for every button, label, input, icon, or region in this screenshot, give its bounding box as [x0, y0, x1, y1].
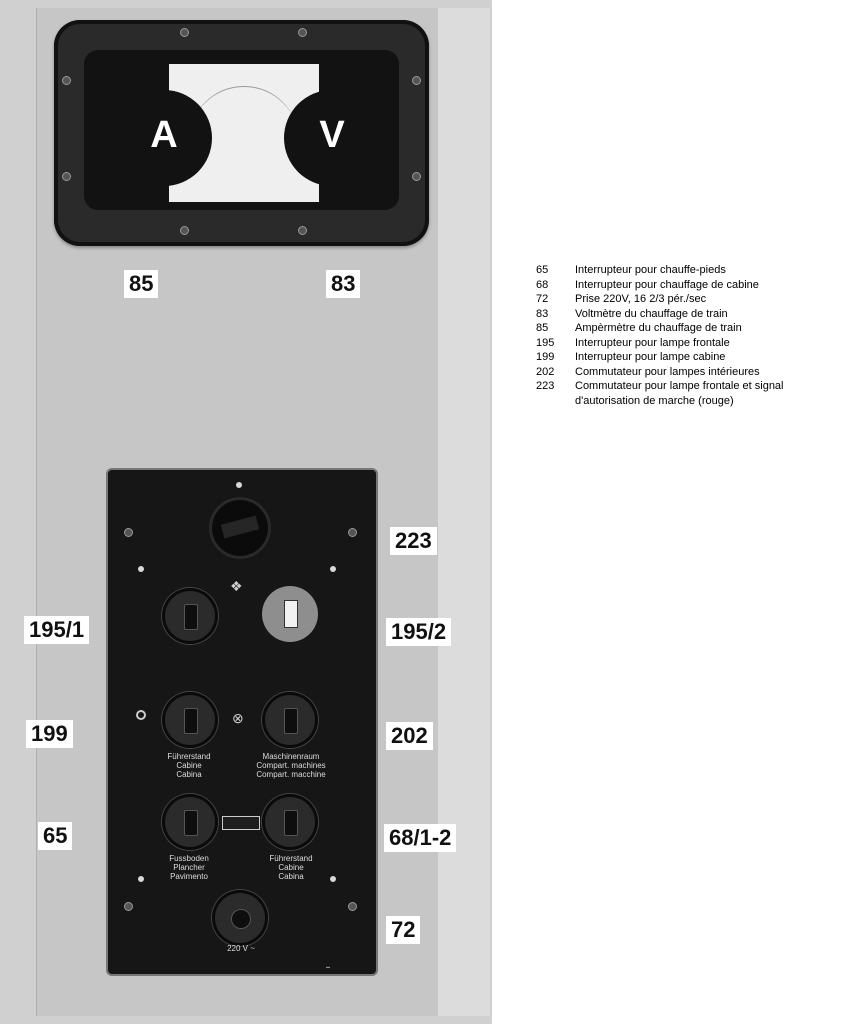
switch-slot: [184, 708, 198, 734]
lamp-symbol-icon: ⊗: [232, 710, 244, 726]
socket-72[interactable]: [212, 890, 268, 946]
legend-number: 223: [536, 380, 555, 392]
switch-199[interactable]: [162, 692, 218, 748]
mount-dot: [138, 566, 144, 572]
label-fuhrerstand-top: Führerstand Cabine Cabina: [167, 752, 211, 779]
label-maschinenraum: Maschinenraum Compart. machines Compart. macchine: [256, 752, 326, 779]
callout-202: 202: [386, 722, 433, 750]
fuse-holder: [222, 816, 260, 830]
legend-number: 68: [536, 278, 549, 291]
legend-description: Commutateur pour lampes intérieures: [575, 365, 760, 378]
legend-continuation: d'autorisation de marche (rouge): [575, 394, 734, 407]
indicator-dot: [136, 710, 146, 720]
switch-slot: [184, 810, 198, 836]
callout-68: 68/1-2: [384, 824, 456, 852]
switch-195-2[interactable]: [262, 586, 318, 642]
legend-description: Prise 220V, 16 2/3 pér./sec: [575, 293, 707, 305]
label-fussboden: Fussboden Plancher Pavimento: [169, 854, 209, 881]
screw-icon: [62, 172, 71, 181]
screw-icon: [412, 172, 421, 181]
ammeter-letter: A: [150, 114, 178, 156]
emblem-icon: ❖: [230, 578, 243, 594]
switch-panel: [106, 468, 378, 976]
callout-223: 223: [390, 527, 437, 555]
screw-icon: [180, 226, 189, 235]
callout-72: 72: [386, 916, 420, 944]
mount-dot: [330, 566, 336, 572]
legend-row: [536, 307, 836, 322]
legend-row: [536, 278, 836, 293]
meter-window: [84, 50, 399, 210]
legend-row: [536, 263, 836, 278]
voltmeter-cover: [284, 90, 380, 186]
voltmeter-letter: V: [319, 114, 345, 156]
label-fuhrerstand-bottom: Führerstand Cabine Cabina: [269, 854, 313, 881]
switch-195-1[interactable]: [162, 588, 218, 644]
legend-row: [536, 292, 836, 307]
screw-icon: [348, 902, 357, 911]
screw-icon: [124, 528, 133, 537]
legend-description: Interrupteur pour chauffe-pieds: [575, 264, 726, 276]
legend-description: Interrupteur pour lampe cabine: [575, 351, 726, 363]
callout-195-2: 195/2: [386, 618, 451, 646]
legend-description: Interrupteur pour chauffage de cabine: [575, 278, 759, 291]
rocker-icon: [284, 600, 298, 628]
switch-68[interactable]: [262, 794, 318, 850]
callout-85: 85: [124, 270, 158, 298]
callout-195-1: 195/1: [24, 616, 89, 644]
indicator-dot: [236, 482, 242, 488]
callout-199: 199: [26, 720, 73, 748]
screw-icon: [348, 528, 357, 537]
screw-icon: [180, 28, 189, 37]
socket-hole: [231, 909, 251, 929]
switch-slot: [284, 810, 298, 836]
ammeter-cover: [116, 90, 212, 186]
panel-side-edge: [438, 8, 490, 1016]
callout-65: 65: [38, 822, 72, 850]
legend-description: Commutateur pour lampe frontale et signal: [575, 380, 784, 392]
legend-row: [536, 379, 836, 394]
legend-description: Ampèrmètre du chauffage de train: [575, 322, 742, 334]
legend-row: [536, 336, 836, 351]
switch-65[interactable]: [162, 794, 218, 850]
legend-row: [536, 321, 836, 336]
switch-slot: [284, 708, 298, 734]
legend-number: 85: [536, 322, 549, 334]
legend-description: Interrupteur pour lampe frontale: [575, 336, 730, 349]
screw-icon: [62, 76, 71, 85]
legend-number: 65: [536, 264, 549, 276]
legend-row: [536, 350, 836, 365]
screw-icon: [298, 226, 307, 235]
maker-mark: ▬: [326, 964, 330, 969]
switch-223[interactable]: [212, 500, 268, 556]
callout-83: 83: [326, 270, 360, 298]
meter-housing: [54, 20, 429, 246]
legend-row: [536, 365, 836, 380]
screw-icon: [412, 76, 421, 85]
screw-icon: [124, 902, 133, 911]
legend-number: 202: [536, 365, 555, 378]
legend-number: 72: [536, 293, 549, 305]
legend-description: Voltmètre du chauffage de train: [575, 307, 728, 320]
legend-number: 83: [536, 307, 549, 320]
legend-number: 199: [536, 351, 555, 363]
label-voltage: 220 V ~: [227, 944, 255, 953]
screw-icon: [298, 28, 307, 37]
switch-slot: [184, 604, 198, 630]
legend-number: 195: [536, 336, 555, 349]
rotary-handle: [221, 516, 259, 539]
legend: [536, 263, 836, 408]
switch-202[interactable]: [262, 692, 318, 748]
